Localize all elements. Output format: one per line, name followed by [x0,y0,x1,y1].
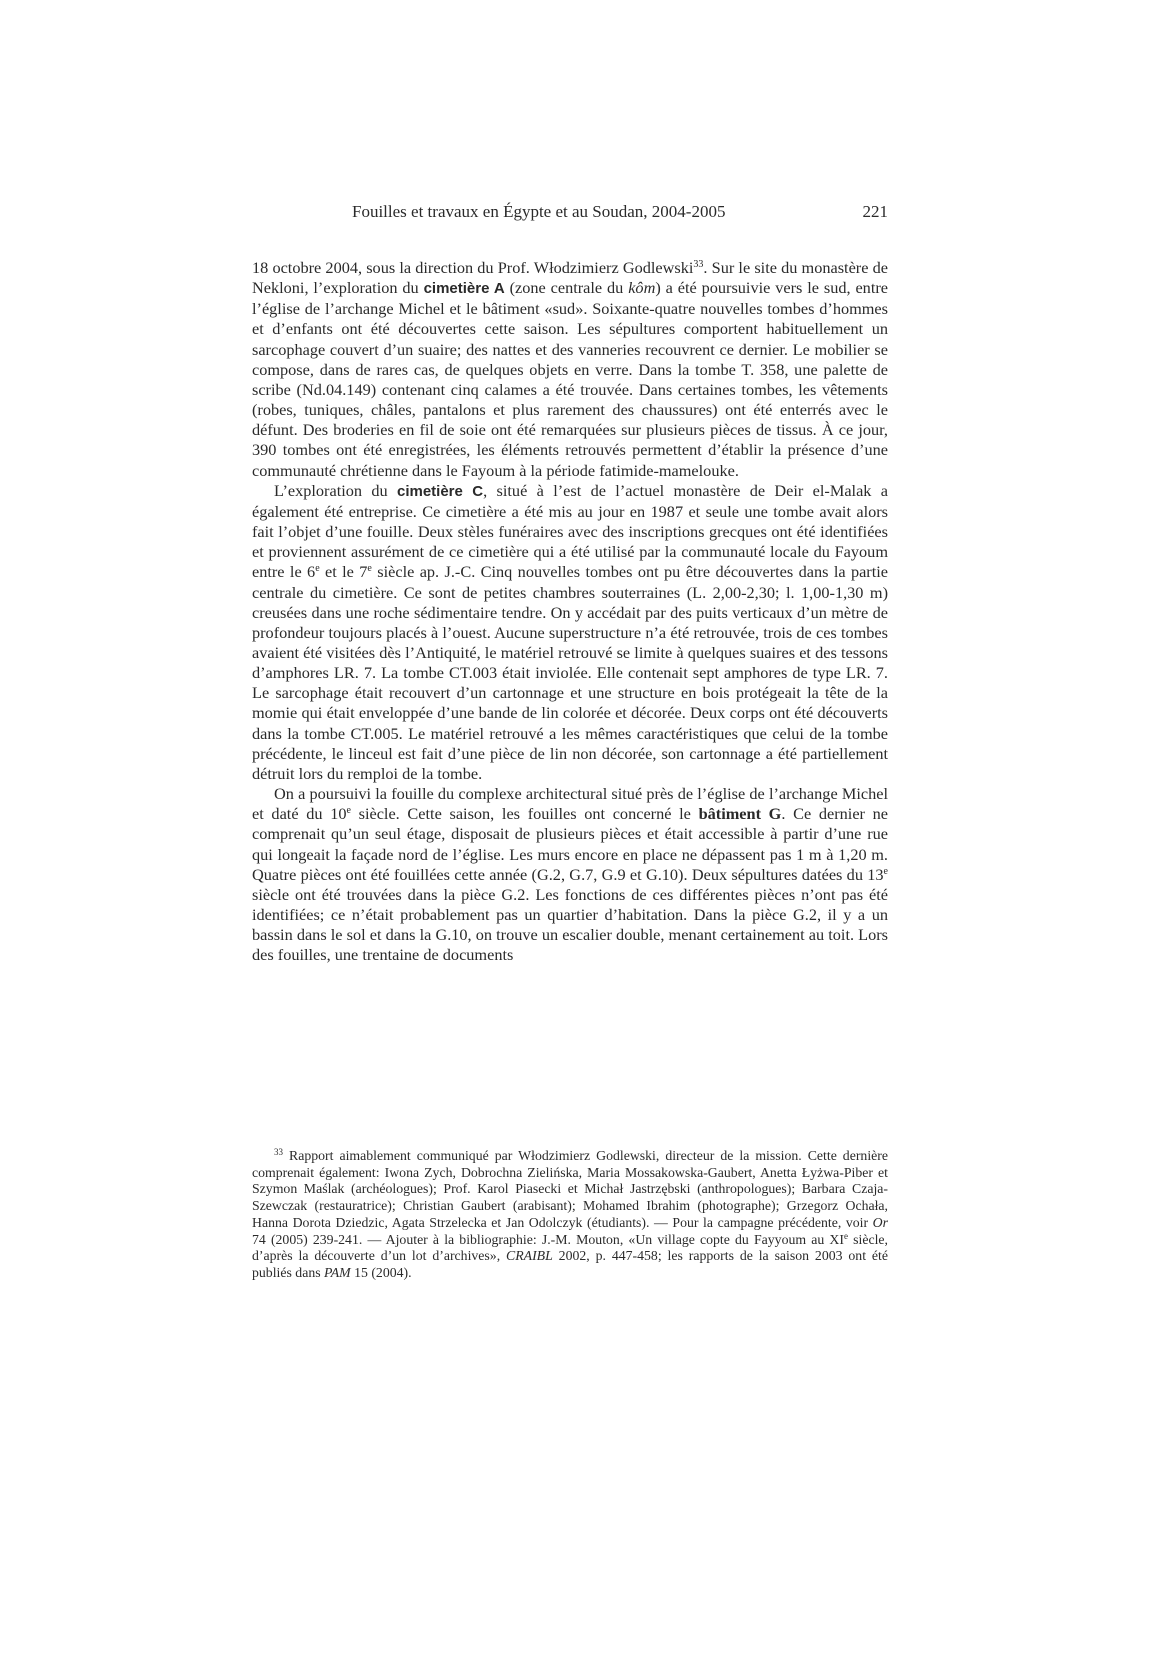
ordinal-superscript: e [367,563,372,575]
main-text [252,258,888,965]
italic-journal-or: Or [872,1214,888,1230]
text-run: On a poursuivi la fouille du complexe architectural situé près de l’église de l’archange Michel et daté du 10 [252,784,888,824]
italic-journal-pam: PAM [324,1264,351,1280]
footnote-33 [252,1148,888,1282]
text-run: 2002, p. 447-458; les rapports de la saison 2003 ont été publiés dans [252,1248,889,1280]
footnote-reference: 33 [693,259,704,270]
text-run: ) a été poursuivie vers le sud, entre l’église de l’archange Michel et le bâtiment «sud». Soixante-quatre nouvelles tombes d’hommes et d’enfants ont été découvertes cette saison. Les sépultures comportent habituellement un sarcophage couvert d’un suaire; des nattes et des vanneries recouvrent ce dernier. Le mobilier se compose, dans de rares cas, de quelques objets en verre. Dans la tombe T. 358, une palette de scribe (Nd.04.149) contenant cinq calames a été trouvée. Dans certaines tombes, les vêtements (robes, tuniques, châles, pantalons et plus rarement des chaussures) ont été enterrés avec le défunt. Des broderies en fil de soie ont été remarquées sur plusieurs pièces de tissus. À ce jour, 390 tombes ont été enregistrées, les éléments retrouvés permettent d’établir la présence d’une communauté chrétienne dans le Fayoum à la période fatimide-mamelouke. [252,278,888,480]
text-run: . Ce dernier ne comprenait qu’un seul étage, disposait de plusieurs pièces et était accessible à partir d’une rue qui longeait la façade nord de l’église. Les murs encore en place ne dépassent pas 1 m à 1,20 m. Quatre pièces ont été fouillées cette année (G.2, G.7, G.9 et G.10). Deux sépultures datées du 13 [252,804,889,884]
ordinal-superscript: e [883,865,888,877]
ordinal-superscript: e [843,1230,848,1241]
running-title: Fouilles et travaux en Égypte et au Soudan, 2004-2005 [352,202,726,221]
text-run: L’exploration du [274,480,397,500]
text-run: 74 (2005) 239-241. — Ajouter à la bibliographie: J.-M. Mouton, «Un village copte du Fayyoum au XI [252,1231,844,1247]
italic-term-kom: kôm [628,278,656,298]
running-header [250,200,890,224]
paragraph-building-g [252,784,888,965]
text-run: 18 octobre 2004, sous la direction du Prof. Włodzimierz Godlewski [252,258,694,277]
ordinal-superscript: e [315,563,320,575]
text-run: 15 (2004). [350,1264,412,1280]
paragraph-cemetery-a [252,258,888,481]
text-run: , situé à l’est de l’actuel monastère de Deir el-Malak a également été entreprise. Ce cimetière a été mis au jour en 1987 et seule une tombe avait alors fait l’objet d’une fouille. Deux stèles funéraires avec des inscriptions grecques ont été identifiées et proviennent assurément de ce cimetière qui a été utilisé par la communauté locale du Fayoum entre le 6 [252,480,888,582]
text-run: siècle ap. J.-C. Cinq nouvelles tombes ont pu être découvertes dans la partie centrale du cimetière. Ce sont de petites chambres souterraines (L. 2,00-2,30; l. 1,00-1,30 m) creusées dans une roche sédimentaire tendre. On y accédait par des puits verticaux d’un mètre de profondeur toujours placés à l’ouest. Aucune superstructure n’a été retrouvée, trois de ces tombes avaient été visitées dès l’Antiquité, le matériel retrouvé se limite à quelques suaires et des tessons d’amphores LR. 7. La tombe CT.003 était inviolée. Elle contenait sept amphores de type LR. 7. Le sarcophage était recouvert d’un cartonnage et une structure en bois protégeait la tête de la momie qui était enveloppée d’une bande de lin colorée et décorée. Deux corps ont été découverts dans la tombe CT.005. Le matériel retrouvé a les mêmes caractéristiques que celui de la tombe précédente, le linceul est fait d’une pièce de lin non décorée, son cartonnage a été partiellement détruit lors du remploi de la tombe. [252,562,889,783]
italic-journal-craibl: CRAIBL [506,1248,553,1264]
text-run: siècle. Cette saison, les fouilles ont concerné le [350,804,699,824]
page-number: 221 [862,202,888,221]
text-run: et le 7 [319,562,368,582]
text-run: siècle, d’après la découverte d’un lot d’archives», [252,1231,888,1264]
text-run: Rapport aimablement communiqué par Włodzimierz Godlewski, directeur de la mission. Cette dernière comprenait également: Iwona Zych, Dobrochna Zielińska, Maria Mossakowska-Gaubert, Anetta Łyżwa-Piber et Szymon Maślak (archéologues); Prof. Karol Piasecki et Michał Jastrzębski (anthropologues); Barbara Czaja-Szewczak (restauratrice); Christian Gaubert (arabisant); Mohamed Ibrahim (photographe); Grzegorz Ochała, Hanna Dorota Dziedzic, Agata Strzelecka et Jan Odolczyk (étudiants). — Pour la campagne précédente, voir [252,1148,888,1230]
text-run: . Sur le site du monastère de Nekloni, l’exploration du [252,258,888,298]
bold-term-cemetery-a: cimetière A [423,280,505,298]
paragraph-cemetery-c [252,481,888,784]
footnote [252,1148,888,1282]
footnote-number: 33 [274,1147,283,1157]
text-run: siècle ont été trouvées dans la pièce G.2. Les fonctions de ces différentes pièces n’ont pas été identifiées; ce n’était probablement pas un quartier d’habitation. Dans la pièce G.2, il y a un bassin dans le sol et dans la G.10, on trouve un escalier double, menant certainement au toit. Lors des fouilles, une trentaine de documents [252,884,888,965]
ordinal-superscript: e [346,805,351,817]
bold-term-cemetery-c: cimetière C [396,482,484,500]
bold-term-building-g: bâtiment G [698,804,782,824]
text-run: (zone centrale du [504,278,629,298]
